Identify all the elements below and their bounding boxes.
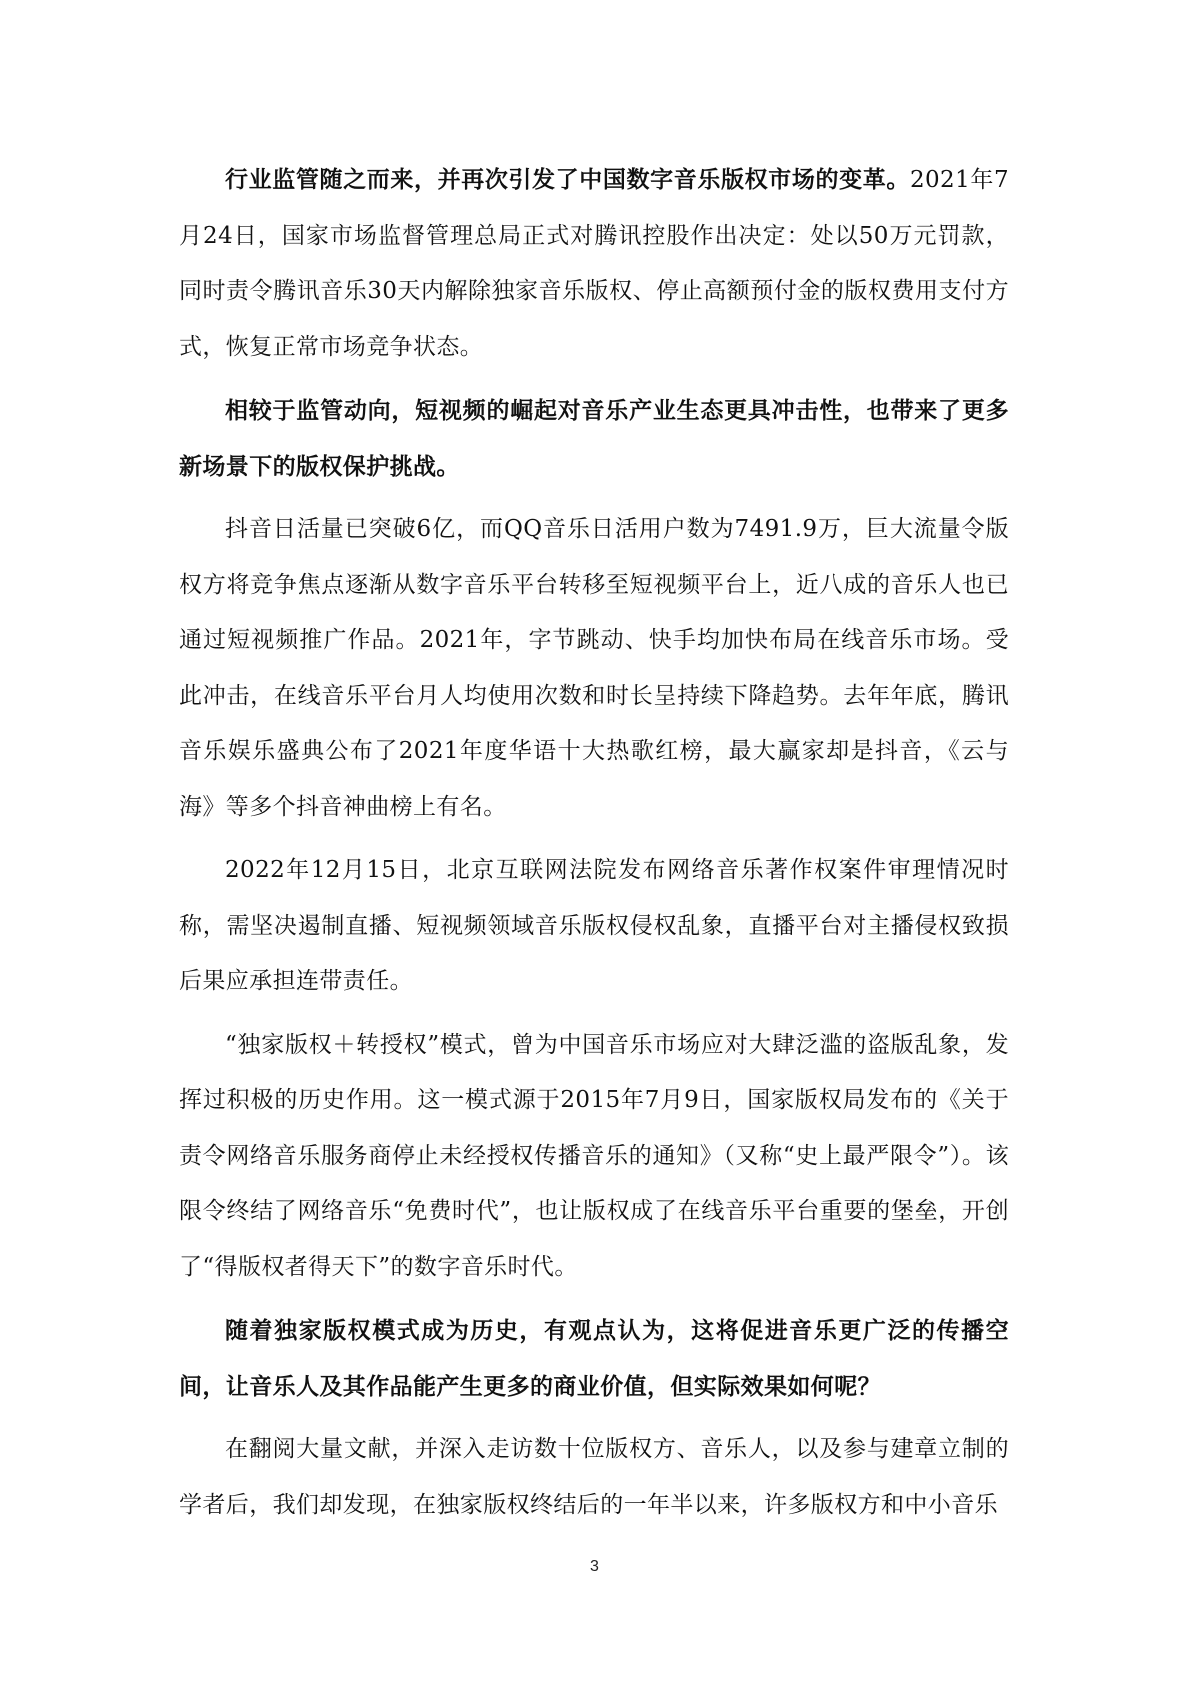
paragraph-beijing-court: 2022年12月15日，北京互联网法院发布网络音乐著作权案件审理情况时称，需坚决遏制直播、短视频领域音乐版权侵权乱象，直播平台对主播侵权致损后果应承担连带责任。	[179, 857, 1009, 994]
paragraph-douyin-stats: 抖音日活量已突破6亿，而QQ音乐日活用户数为7491.9万，巨大流量令版权方将竞争焦点逐渐从数字音乐平台转移至短视频平台上，近八成的音乐人也已通过短视频推广作品。2021年，字节跳动、快手均加快布局在线音乐市场。受此冲击，在线音乐平台月人均使用次数和时长呈持续下降趋势。去年年底，腾讯音乐娱乐盛典公布了2021年度华语十大热歌红榜，最大赢家却是抖音，《云与海》等多个抖音神曲榜上有名。	[179, 516, 1009, 820]
body-text	[179, 152, 1009, 1541]
paragraph-question-heading: 随着独家版权模式成为历史，有观点认为，这将促进音乐更广泛的传播空间，让音乐人及其作品能产生更多的商业价值，但实际效果如何呢？	[179, 1317, 1009, 1400]
paragraph-text: 2021年7月24日，国家市场监督管理总局正式对腾讯控股作出决定：处以50万元罚款，同时责令腾讯音乐30天内解除独家音乐版权、停止高额预付金的版权费用支付方式，恢复正常市场竞争状态。	[179, 167, 1009, 360]
paragraph-regulation	[179, 152, 1009, 375]
paragraph-research: 在翻阅大量文献，并深入走访数十位版权方、音乐人，以及参与建章立制的学者后，我们却发现，在独家版权终结后的一年半以来，许多版权方和中小音乐	[179, 1436, 1009, 1518]
paragraph-exclusive-model: “独家版权＋转授权”模式，曾为中国音乐市场应对大肆泛滥的盗版乱象，发挥过积极的历史作用。这一模式源于2015年7月9日，国家版权局发布的《关于责令网络音乐服务商停止未经授权传播音乐的通知》（又称“史上最严限令”）。该限令终结了网络音乐“免费时代”，也让版权成了在线音乐平台重要的堡垒，开创了“得版权者得天下”的数字音乐时代。	[179, 1031, 1009, 1280]
page-number: 3	[590, 1558, 599, 1575]
paragraph-short-video-heading: 相较于监管动向，短视频的崛起对音乐产业生态更具冲击性，也带来了更多新场景下的版权保护挑战。	[179, 397, 1009, 480]
paragraph-lead-bold: 行业监管随之而来，并再次引发了中国数字音乐版权市场的变革。	[225, 166, 910, 193]
